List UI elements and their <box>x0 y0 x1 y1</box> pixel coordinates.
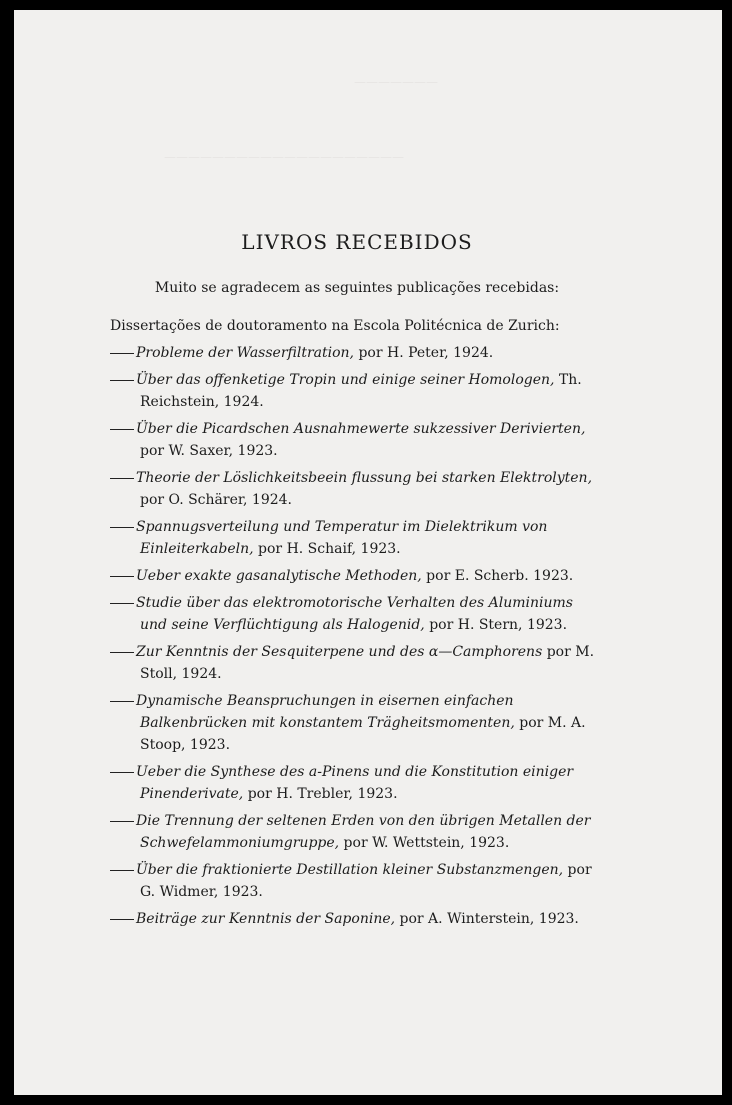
dash-mark <box>110 641 136 663</box>
entry-title: Über das offenketige Tropin und einige seiner Homologen, <box>136 372 555 388</box>
entry-author: por W. Saxer, 1923. <box>140 443 278 459</box>
entry-author: por W. Wettstein, 1923. <box>339 835 510 851</box>
list-item <box>110 761 604 805</box>
entry-author: por M. Stoll, 1924. <box>140 644 595 682</box>
dash-mark <box>110 516 136 538</box>
entry-title: Zur Kenntnis der Sesquiterpene und des α—Camphorens <box>136 644 543 660</box>
list-item <box>110 908 604 930</box>
list-item <box>110 369 604 413</box>
intro-text: Muito se agradecem as seguintes publicações recebidas: <box>154 280 560 296</box>
entry-title: Dynamische Beanspruchungen in eisernen einfachen Balkenbrücken mit konstantem Trägheitsmomenten, <box>136 693 515 731</box>
entry-author: por H. Trebler, 1923. <box>243 786 398 802</box>
dash-mark <box>110 761 136 783</box>
list-item <box>110 592 604 636</box>
entry-title: Beiträge zur Kenntnis der Saponine, <box>136 911 396 927</box>
list-item <box>110 565 604 587</box>
content <box>110 230 604 935</box>
entry-title: Über die fraktionierte Destillation kleiner Substanzmengen, <box>136 862 564 878</box>
entry-author: por H. Schaif, 1923. <box>253 541 401 557</box>
entry-title: Über die Picardschen Ausnahmewerte sukzessiver Derivierten, <box>136 421 586 437</box>
dash-mark <box>110 369 136 391</box>
entry-title: Theorie der Löslichkeitsbeein flussung bei starken Elektrolyten, <box>136 470 593 486</box>
list-item <box>110 418 604 462</box>
list-item <box>110 342 604 364</box>
entry-author: por M. A. Stoop, 1923. <box>140 715 586 753</box>
list-item <box>110 516 604 560</box>
dash-mark <box>110 565 136 587</box>
list-item <box>110 641 604 685</box>
dash-mark <box>110 690 136 712</box>
dash-mark <box>110 859 136 881</box>
document-page <box>14 10 722 1095</box>
dash-mark <box>110 467 136 489</box>
dash-mark <box>110 342 136 364</box>
entry-title: Die Trennung der seltenen Erden von den übrigen Metallen der Schwefelammoniumgruppe, <box>136 813 591 851</box>
dash-mark <box>110 908 136 930</box>
entry-title: Studie über das elektromotorische Verhalten des Aluminiums und seine Verflüchtigung als Halogenid, <box>136 595 573 633</box>
dash-mark <box>110 418 136 440</box>
show-through-text: ———————————————————— <box>164 150 404 164</box>
list-item <box>110 859 604 903</box>
entry-author: por O. Schärer, 1924. <box>140 492 292 508</box>
list-item <box>110 467 604 511</box>
entry-title: Spannugsverteilung und Temperatur im Dielektrikum von Einleiterkabeln, <box>136 519 548 557</box>
show-through-text: ——————— <box>354 75 438 89</box>
entry-author: por A. Winterstein, 1923. <box>395 911 579 927</box>
entry-author: por H. Peter, 1924. <box>354 345 494 361</box>
entry-title: Ueber die Synthese des a-Pinens und die Konstitution einiger Pinenderivate, <box>136 764 574 802</box>
entry-author: por H. Stern, 1923. <box>424 617 568 633</box>
entry-list <box>110 342 604 930</box>
dash-mark <box>110 592 136 614</box>
entry-author: por E. Scherb. 1923. <box>421 568 574 584</box>
entry-title: Ueber exakte gasanalytische Methoden, <box>136 568 422 584</box>
list-item <box>110 810 604 854</box>
lead-text: Dissertações de doutoramento na Escola Politécnica de Zurich: <box>110 318 560 334</box>
page-title: LIVROS RECEBIDOS <box>241 230 473 254</box>
dash-mark <box>110 810 136 832</box>
list-item <box>110 690 604 756</box>
entry-title: Probleme der Wasserfiltration, <box>136 345 355 361</box>
entry-author: por G. Widmer, 1923. <box>140 862 592 900</box>
entry-author: Th. Reichstein, 1924. <box>140 372 582 410</box>
